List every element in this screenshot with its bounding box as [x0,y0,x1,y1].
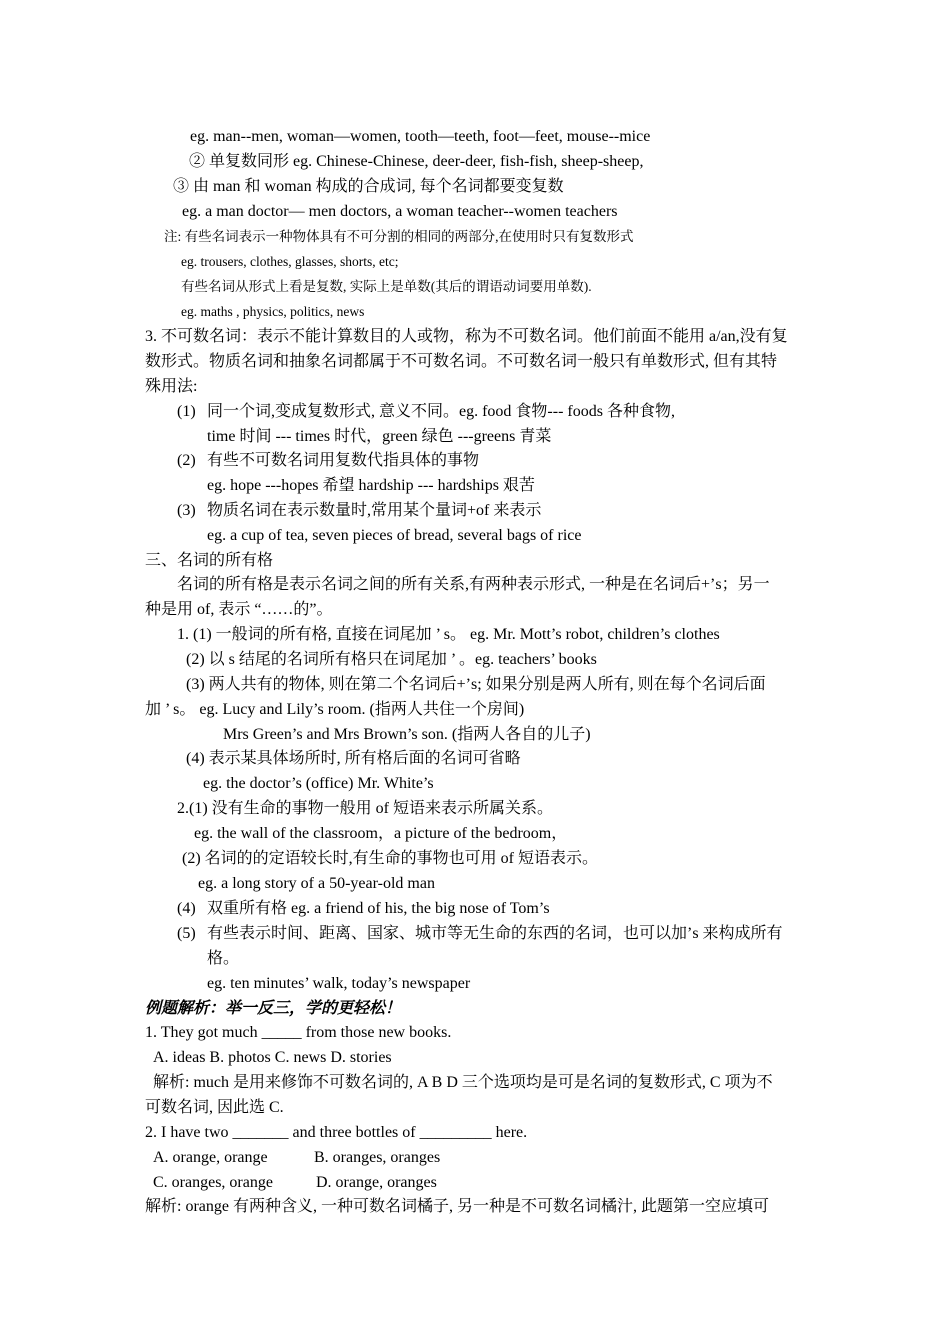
item-number: (5) [177,925,196,942]
text-line: eg. maths , physics, politics, news [181,304,365,319]
text-line: 有些不可数名词用复数代指具体的事物 [207,452,480,469]
text-line: eg. the wall of the classroom，a picture of the bedroom， [194,825,568,842]
text-line: 格。 [207,950,240,967]
text-line: 数形式。物质名词和抽象名词都属于不可数名词。不可数名词一般只有单数形式, 但有其特 [145,353,778,370]
item-number: (4) [177,900,196,917]
text-line: eg. a long story of a 50-year-old man [198,875,435,892]
text-line: time 时间 --- times 时代，green 绿色 ---greens 青菜 [207,428,552,445]
text-line: (3) 两人共有的物体, 则在第二个名词后+’s; 如果分别是两人所有, 则在每个名词后面 [186,676,766,693]
text-line: eg. a cup of tea, seven pieces of bread, several bags of rice [207,527,582,544]
text-line: eg. man--men, woman—women, tooth—teeth, foot—feet, mouse--mice [190,128,651,145]
text-line: 2.(1) 没有生命的事物一般用 of 短语来表示所属关系。 [177,800,553,817]
question-text: 2. I have two _______ and three bottles of _________ here. [145,1124,528,1141]
section-heading: 三、名词的所有格 [145,552,274,569]
item-number: (3) [177,502,196,519]
text-line: 殊用法: [145,378,198,395]
text-line: 种是用 of, 表示 “……的”。 [145,601,333,618]
note-line: 注: 有些名词表示一种物体具有不可分割的相同的两部分,在使用时只有复数形式 [164,229,634,244]
answer-option: D. orange, oranges [316,1174,437,1191]
example-heading: 例题解析：举一反三，学的更轻松！ [145,1000,402,1017]
text-line: ③ 由 man 和 woman 构成的合成词, 每个名词都要变复数 [173,178,564,195]
text-line: 1. (1) 一般词的所有格, 直接在词尾加 ’ s。 eg. Mr. Mott’s robot, children’s clothes [177,626,720,643]
text-line: eg. the doctor’s (office) Mr. White’s [203,775,434,792]
text-line: 同一个词,变成复数形式, 意义不同。eg. food 食物--- foods 各种食物, [207,403,675,420]
text-line: 有些表示时间、距离、国家、城市等无生命的东西的名词，也可以加’s 来构成所有 [207,925,783,942]
text-line: 名词的所有格是表示名词之间的所有关系,有两种表示形式, 一种是在名词后+’s；另一 [177,576,770,593]
item-number: (1) [177,403,196,420]
answer-option: B. oranges, oranges [314,1149,441,1166]
text-line: eg. trousers, clothes, glasses, shorts, etc; [181,254,399,269]
answer-option: A. orange, orange [153,1149,268,1166]
section-heading: 3. 不可数名词：表示不能计算数目的人或物，称为不可数名词。他们前面不能用 a/an,没有复 [145,328,788,345]
answer-options: A. ideas B. photos C. news D. stories [153,1049,392,1066]
text-line: 有些名词从形式上看是复数, 实际上是单数(其后的谓语动词要用单数). [181,279,592,294]
explanation-text: 可数名词, 因此选 C. [145,1099,284,1116]
text-line: eg. ten minutes’ walk, today’s newspaper [207,975,471,992]
question-text: 1. They got much _____ from those new books. [145,1024,452,1041]
text-line: (4) 表示某具体场所时, 所有格后面的名词可省略 [186,750,521,767]
text-line: (2) 以 s 结尾的名词所有格只在词尾加 ’ 。eg. teachers’ books [186,651,597,668]
text-line: ② 单复数同形 eg. Chinese-Chinese, deer-deer, fish-fish, sheep-sheep, [189,153,644,170]
text-line: 双重所有格 eg. a friend of his, the big nose of Tom’s [207,900,550,917]
text-line: 加 ’ s。 eg. Lucy and Lily’s room. (指两人共住一个房间) [145,701,525,718]
item-number: (2) [177,452,196,469]
text-line: eg. a man doctor— men doctors, a woman teacher--women teachers [182,203,618,220]
explanation-text: 解析: much 是用来修饰不可数名词的, A B D 三个选项均是可是名词的复数形式, C 项为不 [153,1074,773,1091]
explanation-text: 解析: orange 有两种含义, 一种可数名词橘子, 另一种是不可数名词橘汁, 此题第一空应填可 [145,1198,769,1215]
text-line: 物质名词在表示数量时,常用某个量词+of 来表示 [207,502,542,519]
text-line: eg. hope ---hopes 希望 hardship --- hardships 艰苦 [207,477,535,494]
answer-option: C. oranges, orange [153,1174,273,1191]
text-line: (2) 名词的的定语较长时,有生命的事物也可用 of 短语表示。 [182,850,598,867]
text-line: Mrs Green’s and Mrs Brown’s son. (指两人各自的儿子) [223,726,591,743]
